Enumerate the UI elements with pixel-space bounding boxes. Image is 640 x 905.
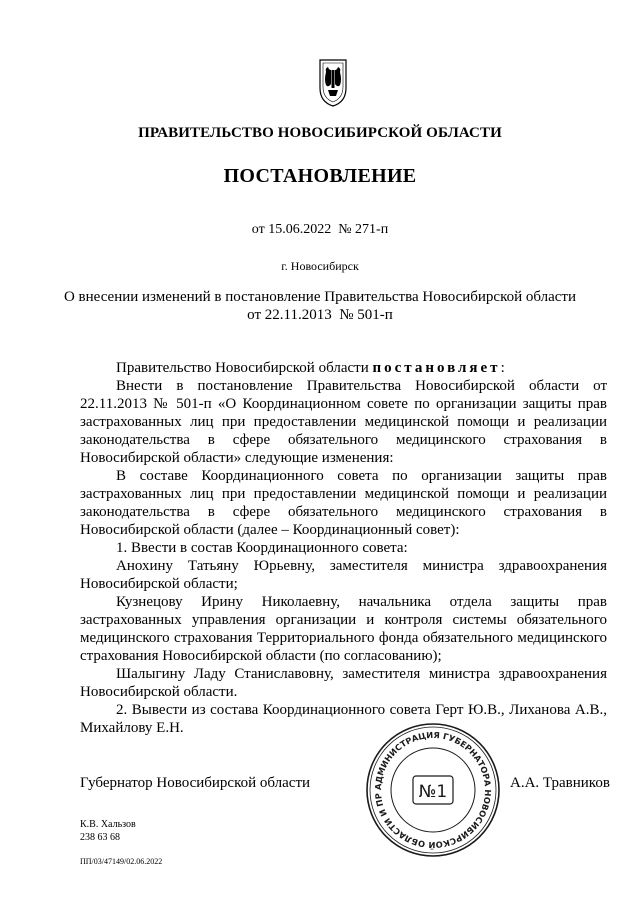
body-paragraph: Анохину Татьяну Юрьевну, заместителя министра здравоохранения Новосибирской области;	[80, 558, 607, 592]
official-seal	[363, 720, 503, 860]
document-date-number: от 15.06.2022 № 271-п	[251, 222, 389, 237]
signatory-name: А.А. Травников	[510, 775, 610, 791]
document-type-title: ПОСТАНОВЛЕНИЕ	[223, 165, 417, 187]
document-body	[80, 359, 607, 737]
executor-phone: 238 63 68	[80, 832, 120, 843]
body-paragraph: Кузнецову Ирину Николаевну, начальника отдела защиты прав застрахованных управления организации и контроля системы обязательного медицинского страхования Территориального фонда обязательного медицинского страхования Новосибирской области (по согласованию);	[80, 594, 607, 664]
document-subject	[0, 288, 640, 324]
executor-info	[80, 818, 136, 844]
seal-center-text: №1	[418, 782, 448, 802]
coat-of-arms-icon	[318, 58, 348, 108]
resolution-intro	[80, 359, 607, 377]
signatory-title: Губернатор Новосибирской области	[80, 775, 311, 791]
document-city: г. Новосибирск	[281, 259, 359, 273]
subject-line-2: от 22.11.2013 № 501-п	[247, 307, 393, 323]
document-registration-id: ПП/03/47149/02.06.2022	[80, 857, 163, 866]
body-paragraph: Внести в постановление Правительства Новосибирской области от 22.11.2013 № 501-п «О Координационном совете по организации защиты прав застрахованных лиц при предоставлении медицинской помощи и реализации законодательства в сфере обязательного медицинского страхования в Новосибирской области» следующие изменения:	[80, 378, 607, 466]
body-paragraph: В составе Координационного совета по организации защиты прав застрахованных лиц при предоставлении медицинской помощи и реализации законодательства в сфере обязательного медицинского страхования в Новосибирской области (далее – Координационный совет):	[80, 468, 607, 538]
body-paragraph: 2. Вывести из состава Координационного совета Герт Ю.В., Лиханова А.В., Михайлову Е.Н.	[80, 702, 607, 736]
body-paragraph: 1. Ввести в состав Координационного совета:	[116, 540, 408, 556]
organization-title: ПРАВИТЕЛЬСТВО НОВОСИБИРСКОЙ ОБЛАСТИ	[138, 125, 502, 141]
executor-name: К.В. Хальзов	[80, 819, 136, 830]
body-paragraph: Шалыгину Ладу Станиславовну, заместителя министра здравоохранения Новосибирской области.	[80, 666, 607, 700]
seal-ring-text: АДМИНИСТРАЦИЯ ГУБЕРНАТОРА НОВОСИБИРСКОЙ ОБЛАСТИ И ПР	[372, 729, 494, 851]
subject-line-1: О внесении изменений в постановление Правительства Новосибирской области	[63, 289, 577, 305]
intro-resolves: постановляет	[372, 360, 501, 376]
intro-prefix: Правительство Новосибирской области	[116, 360, 373, 376]
intro-suffix: :	[500, 360, 505, 376]
